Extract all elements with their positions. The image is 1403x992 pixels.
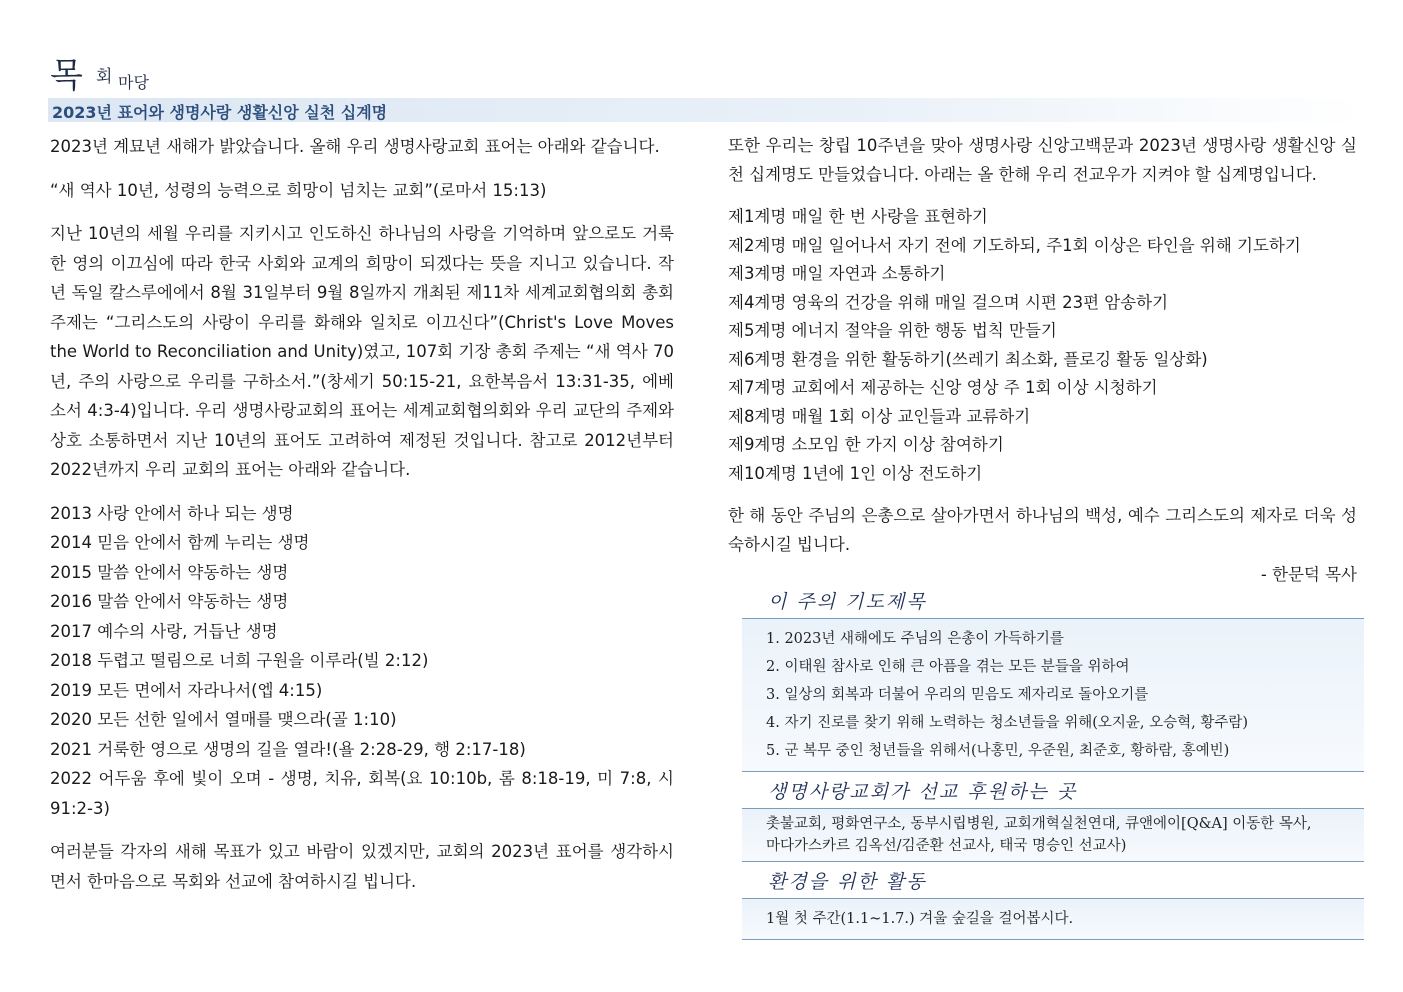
prayer-item: 4. 자기 진로를 찾기 위해 노력하는 청소년들을 위해(오지윤, 오승혁, 황주람) (766, 715, 1249, 731)
prayer-title: 이 주의 기도제목 (742, 584, 1364, 619)
environment-title: 환경을 위한 활동 (742, 864, 1364, 899)
list-item: 2022 어두움 후에 빛이 오며 - 생명, 치유, 회복(요 10:10b, 롬 8:18-19, 미 7:8, 시 91:2-3) (50, 769, 674, 818)
prayer-item: 5. 군 복무 중인 청년들을 위해서(나홍민, 우준원, 최준호, 황하람, 홍예빈) (766, 743, 1230, 759)
list-item: 2013 사랑 안에서 하나 되는 생명 (50, 503, 294, 523)
prayer-item: 2. 이태원 참사로 인해 큰 아픔을 겪는 모든 분들을 위하여 (766, 659, 1130, 675)
list-item: 2018 두렵고 떨림으로 너희 구원을 이루라(빌 2:12) (50, 651, 429, 670)
commandment-item: 제4계명 영육의 건강을 위해 매일 걸으며 시편 23편 암송하기 (728, 292, 1169, 312)
commandment-item: 제3계명 매일 자연과 소통하기 (728, 264, 946, 283)
environment-text: 1월 첫 주간(1.1~1.7.) 겨울 숲길을 걸어봅시다. (742, 899, 1364, 940)
list-item: 2016 말씀 안에서 약동하는 생명 (50, 592, 289, 611)
list-item: 2014 믿음 안에서 함께 누리는 생명 (50, 533, 310, 552)
prayer-list (742, 619, 1364, 772)
body-paragraph: 지난 10년의 세월 우리를 지키시고 인도하신 하나님의 사랑을 기억하며 앞으로도 거룩한 영의 이끄심에 따라 한국 사회와 교계의 희망이 되겠다는 뜻을 지니고 있습니다. 작년 독일 칼스루에에서 8월 31일부터 9월 8일까지 개최된 제11차 세계교회협의회 총회 주제는 “그리스도의 사랑이 우리를 화해와 일치로 이끄신다”(Christ's Love Moves the World to Reconciliation and Unity)였고, 107회 기장 총회 주제는 “새 역사 70년, 주의 사랑으로 우리를 구하소서.”(창세기 50:15-21, 요한복음서 13:31-35, 에베소서 4:3-4)입니다. 우리 생명사랑교회의 표어는 세계교회협의회와 우리 교단의 주제와 상호 소통하면서 지난 10년의 표어도 고려하여 제정된 것입니다. 참고로 2012년부터 2022년까지 우리 교회의 표어는 아래와 같습니다. (50, 224, 674, 479)
commandment-item: 제9계명 소모임 한 가지 이상 참여하기 (728, 435, 1004, 454)
right-column (728, 132, 1357, 590)
motto-history-list (50, 499, 674, 824)
signature: - 한문덕 목사 (1260, 565, 1357, 584)
mission-line: 마다가스카르 김옥선/김준환 선교사, 태국 명승인 선교사) (766, 838, 1127, 854)
page-title: 2023년 표어와 생명사랑 생활신앙 실천 십계명 (52, 103, 388, 122)
page-header (48, 48, 1364, 122)
closing-paragraph: 여러분들 각자의 새해 목표가 있고 바람이 있겠지만, 교회의 2023년 표어를 생각하시면서 한마음으로 목회와 선교에 참여하시길 빕니다. (50, 842, 674, 891)
list-item: 2021 거룩한 영으로 생명의 길을 열라!(욜 2:28-29, 행 2:17-18) (50, 739, 526, 759)
title-bar (48, 98, 1364, 122)
mission-line: 촛불교회, 평화연구소, 동부시립병원, 교회개혁실천연대, 큐앤에이[Q&A] 이동한 목사, (766, 816, 1312, 832)
list-item: 2019 모든 면에서 자라나서(엡 4:15) (50, 680, 323, 700)
mission-list (742, 809, 1364, 862)
section-logo (48, 48, 1364, 96)
left-column (50, 132, 674, 896)
list-item: 2017 예수의 사랑, 거듭난 생명 (50, 621, 278, 641)
prayer-item: 3. 일상의 회복과 더불어 우리의 믿음도 제자리로 돌아오기를 (766, 687, 1149, 703)
mission-box (742, 774, 1364, 862)
commandment-item: 제10계명 1년에 1인 이상 전도하기 (728, 463, 983, 483)
commandment-item: 제1계명 매일 한 번 사랑을 표현하기 (728, 207, 988, 226)
environment-box (742, 864, 1364, 940)
prayer-box (742, 584, 1364, 772)
list-item: 2020 모든 선한 일에서 열매를 맺으라(골 1:10) (50, 710, 397, 729)
mission-title: 생명사랑교회가 선교 후원하는 곳 (742, 774, 1364, 809)
right-closing-paragraph: 한 해 동안 주님의 은총으로 살아가면서 하나님의 백성, 예수 그리스도의 제자로 더욱 성숙하시길 빕니다. (728, 506, 1357, 554)
logo-mid-char: 회 (96, 67, 113, 87)
motto-paragraph: “새 역사 10년, 성령의 능력으로 희망이 넘치는 교회”(로마서 15:13) (50, 180, 547, 200)
logo-small-text: 마당 (118, 73, 149, 92)
right-intro-paragraph: 또한 우리는 창립 10주년을 맞아 생명사랑 신앙고백문과 2023년 생명사랑 생활신앙 실천 십계명도 만들었습니다. 아래는 올 한해 우리 전교우가 지켜야 할 십계명입니다. (728, 136, 1357, 184)
commandment-item: 제2계명 매일 일어나서 자기 전에 기도하되, 주1회 이상은 타인을 위해 기도하기 (728, 235, 1301, 255)
commandment-item: 제6계명 환경을 위한 활동하기(쓰레기 최소화, 플로깅 활동 일상화) (728, 349, 1208, 369)
list-item: 2015 말씀 안에서 약동하는 생명 (50, 562, 289, 582)
commandments-list (728, 203, 1357, 488)
prayer-item: 1. 2023년 새해에도 주님의 은총이 가득하기를 (766, 631, 1064, 647)
commandment-item: 제7계명 교회에서 제공하는 신앙 영상 주 1회 이상 시청하기 (728, 378, 1158, 397)
intro-paragraph: 2023년 계묘년 새해가 밝았습니다. 올해 우리 생명사랑교회 표어는 아래와 같습니다. (50, 137, 660, 156)
commandment-item: 제5계명 에너지 절약을 위한 행동 법칙 만들기 (728, 321, 1057, 340)
logo-big-char: 목 (50, 56, 82, 96)
commandment-item: 제8계명 매월 1회 이상 교인들과 교류하기 (728, 406, 1031, 426)
